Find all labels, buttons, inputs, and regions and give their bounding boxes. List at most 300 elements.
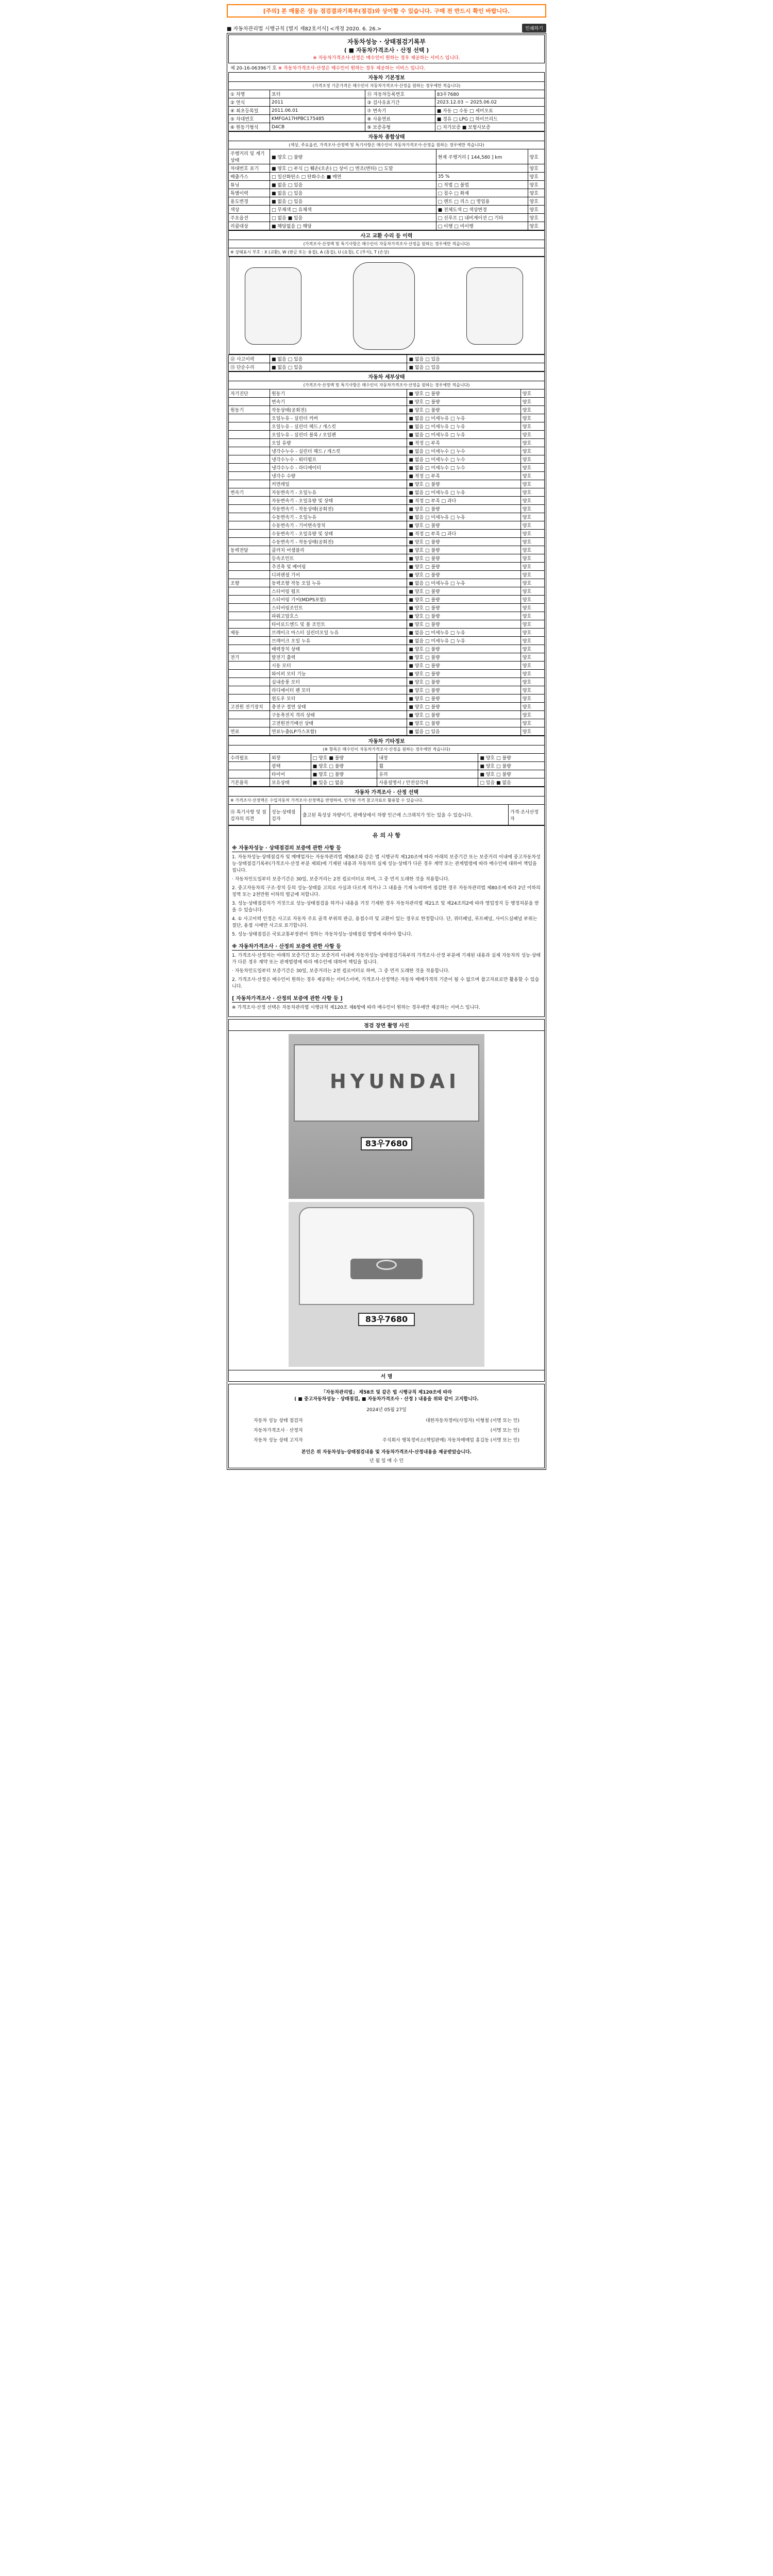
field-label: ② 연식 <box>229 98 270 107</box>
table-row <box>229 612 545 620</box>
category-label: 제동 <box>229 629 270 637</box>
notice-p3: ※ 가격조사·산정 선택은 자동차관리법 시행규칙 제120조 제6항에 따라 매수인이 원하는 경우에만 제공하는 서비스 입니다. <box>232 1005 480 1010</box>
photo-head: 점검 장면 촬영 사진 <box>229 1020 544 1031</box>
item-result: 양호 <box>520 472 544 480</box>
item-label: 파워고압호스 <box>270 612 407 620</box>
notice-paragraph: 2. 중고자동차의 구조·장치 등의 성능·상태를 고의로 사실과 다르게 적거나 그 내용을 기재 누락하여 점검한 경우 자동차관리법 제80조에 따라 2년 이하의 징역 또는 2천만원 이하의 벌금에 처합니다. <box>232 886 541 897</box>
truck-front-image <box>289 1202 484 1367</box>
accident-price: ■ 없음 □ 있음 <box>407 355 545 363</box>
item-result: 양호 <box>520 455 544 464</box>
item-status: ■ 양호 □ 불량 <box>407 703 520 711</box>
category-label <box>229 422 270 431</box>
item-label: 보유상태 <box>270 778 311 787</box>
category-label <box>229 447 270 455</box>
item-result: 양호 <box>528 149 544 164</box>
item-label: 냉각수누수 - 실린더 헤드 / 개스킷 <box>270 447 407 455</box>
category-label: 고전원 전기장치 <box>229 703 270 711</box>
category-label <box>229 571 270 579</box>
hyundai-logo-icon <box>376 1260 397 1270</box>
sign-row-inspector: 자동차 성능 상태 점검자 대한자동차정비(사업자) 이형철 (서명 또는 인) <box>254 1418 519 1423</box>
table-row <box>229 164 545 173</box>
rear-photo <box>289 1034 484 1199</box>
item-result: 양호 <box>520 670 544 678</box>
category-label <box>229 431 270 439</box>
item-label: 냉각수 수량 <box>270 472 407 480</box>
category-label: 기본품목 <box>229 778 270 787</box>
other-info-table <box>228 736 545 787</box>
overall-status-table <box>228 131 545 230</box>
table-row <box>229 686 545 694</box>
item-status: ■ 양호 □ 불량 <box>407 587 520 596</box>
table-row <box>229 206 545 214</box>
category-label: 연료 <box>229 727 270 736</box>
field-value: 포터 <box>270 90 365 98</box>
item-status: ■ 없음 □ 있음 <box>270 189 436 197</box>
item-status: ■ 양호 □ 불량 <box>407 694 520 703</box>
item-status: ■ 없음 □ 미세누수 □ 누수 <box>407 447 520 455</box>
table-row <box>229 719 545 727</box>
table-row <box>229 513 545 521</box>
item-label: 자동변속기 - 오일유량 및 상태 <box>270 497 407 505</box>
table-row <box>229 703 545 711</box>
item-result: 양호 <box>520 587 544 596</box>
item-status: ■ 양호 □ 불량 <box>407 653 520 662</box>
table-row <box>229 587 545 596</box>
category-label <box>229 662 270 670</box>
price-survey-table <box>228 787 545 825</box>
accident-history-sub: (가격조사·산정액 및 특기사항은 매수인이 자동차가격조사·산정을 원하는 경우에만 적습니다) <box>229 240 545 248</box>
item-result: 양호 <box>520 711 544 719</box>
item-status: ■ 없음 □ 있음 <box>270 181 436 189</box>
table-row <box>229 414 545 422</box>
item-label: 구동축전지 격리 상태 <box>270 711 407 719</box>
table-row <box>229 439 545 447</box>
item-status: ■ 양호 □ 불량 <box>407 612 520 620</box>
item-status: ■ 양호 □ 불량 <box>407 554 520 563</box>
category-label <box>229 620 270 629</box>
item-status: ■ 양호 □ 부식 □ 훼손(오손) □ 상이 □ 변조(변타) □ 도말 <box>270 164 436 173</box>
item-result: 양호 <box>520 521 544 530</box>
item-result: 양호 <box>528 189 544 197</box>
field-value: 83우7680 <box>435 90 544 98</box>
item-result: 양호 <box>520 662 544 670</box>
item-label: 브레이크 오일 누유 <box>270 637 407 645</box>
item-status: ■ 양호 □ 불량 <box>407 571 520 579</box>
notice-sub2: ※ 자동차가격조사 · 산정의 보증에 관한 사항 등 <box>232 944 341 950</box>
item-label: 스티어링 기어(MDPS포함) <box>270 596 407 604</box>
item-status: ■ 없음 □ 있음 <box>270 197 436 206</box>
category-label <box>229 587 270 596</box>
item-label: 특별이력 <box>229 189 270 197</box>
item-label: 디퍼렌셜 기어 <box>270 571 407 579</box>
category-label: 조향 <box>229 579 270 587</box>
item-status: ■ 양호 □ 불량 <box>407 398 520 406</box>
item-status: ■ 적정 □ 부족 □ 과다 <box>407 497 520 505</box>
item-status: ■ 양호 □ 불량 <box>407 678 520 686</box>
car-top-icon <box>353 262 415 350</box>
item-status: ■ 없음 □ 미세누유 □ 누유 <box>407 579 520 587</box>
sign-line1: 「자동차관리법」 제58조 및 같은 법 시행규칙 제120조에 따라 <box>321 1390 452 1395</box>
overall-status-head: 자동차 종합상태 <box>229 132 545 141</box>
table-row <box>229 431 545 439</box>
table-row <box>229 181 545 189</box>
item-status: ■ 양호 □ 불량 <box>407 645 520 653</box>
item-label: 타이어 <box>270 770 311 778</box>
basic-info-head: 자동차 기본정보 <box>229 73 545 82</box>
category-label <box>229 694 270 703</box>
item-result: 양호 <box>520 629 544 637</box>
item-detail: 35 % <box>436 173 528 181</box>
warning-banner: [주의] 본 매물은 성능 점검결과기록부(점검)와 상이할 수 있습니다. 구매 전 반드시 확인 바랍니다. <box>227 4 546 18</box>
notice-paragraph: · 자동차인도일부터 보증기간은 30일, 보증거리는 2천 킬로미터로 하며, 그 중 먼저 도래한 것을 적용합니다. <box>232 969 450 974</box>
item-label: 등속조인트 <box>270 554 407 563</box>
category-label <box>229 612 270 620</box>
item-label: 수동변속기 - 작동상태(공회전) <box>270 538 407 546</box>
price-survey-note: ※ 가격조사·산정액은 수입자동차 가격조사·산정액을 반영하여, 인가된 가격 참고자료로 활용할 수 있습니다. <box>229 796 545 805</box>
item-label: 수동변속기 - 오일누유 <box>270 513 407 521</box>
item-label: 자동변속기 - 작동상태(공회전) <box>270 505 407 513</box>
item-result: 양호 <box>520 604 544 612</box>
item-result: 양호 <box>520 546 544 554</box>
item-status: ■ 적정 □ 부족 □ 과다 <box>407 530 520 538</box>
table-row <box>229 662 545 670</box>
notice-paragraph: 5. 성능·상태점검은 국토교통부장관이 정하는 자동차성능·상태점검 방법에 따라야 합니다. <box>232 932 413 937</box>
record-title-sub: ( ■ 자동차가격조사 · 산정 선택 ) <box>344 47 429 54</box>
category-label: 수리필요 <box>229 754 270 762</box>
item-status: ■ 양호 □ 불량 <box>311 770 377 778</box>
item-result: 양호 <box>520 612 544 620</box>
table-row <box>229 579 545 587</box>
record-number-note: ※ 자동차가격조사·산정은 매수인이 원하는 경우 제공하는 서비스 입니다. <box>278 66 426 71</box>
item-result: 양호 <box>520 686 544 694</box>
accident-history-table <box>228 230 545 371</box>
item-status: □ 없음 ■ 있음 <box>270 214 436 222</box>
notice-paragraph: · 자동차인도일부터 보증기간은 30일, 보증거리는 2천 킬로미터로 하며, 그 중 먼저 도래한 것을 적용합니다. <box>232 877 450 882</box>
item-label: 오일누유 - 실린더 커버 <box>270 414 407 422</box>
item-status: ■ 양호 □ 불량 <box>270 149 436 164</box>
item-label: 시동 모터 <box>270 662 407 670</box>
table-row <box>229 389 545 398</box>
field-value: 2011 <box>270 98 365 107</box>
category-label <box>229 398 270 406</box>
item-label: 오일 유량 <box>270 439 407 447</box>
accident-history-head: 사고 교환 수리 등 이력 <box>229 231 545 240</box>
item-label: 용도변경 <box>229 197 270 206</box>
overall-status-sub: (색상, 주요옵션, 가격조사·산정액 및 특기사항은 매수인이 자동차가격조사·산정을 원하는 경우에만 적습니다) <box>229 141 545 149</box>
item-result: 양호 <box>520 513 544 521</box>
category-label <box>229 670 270 678</box>
category-label <box>229 439 270 447</box>
table-row <box>229 505 545 513</box>
table-row <box>229 629 545 637</box>
item-label: 실내송풍 모터 <box>270 678 407 686</box>
category-label: 원동기 <box>229 406 270 414</box>
notice-section <box>228 825 545 1017</box>
record-title-note: ※ 자동차가격조사·산정은 매수인이 원하는 경우 제공하는 서비스 입니다. <box>313 56 460 61</box>
car-side-left-icon <box>245 267 301 345</box>
table-row <box>229 770 545 778</box>
field-label: ④ 최초등록일 <box>229 107 270 115</box>
table-row <box>229 637 545 645</box>
inspector-opinion: 출고된 특성상 차량이기, 판매상에서 차량 인근에 스크래치가 잇는 있을 수 있습니다. <box>301 805 509 825</box>
table-row <box>229 497 545 505</box>
item-status: ■ 해당없음 □ 해당 <box>270 222 436 230</box>
sign-line2: ( ■ 중고자동차성능 · 상태점검, ■ 자동차가격조사 · 산정 ) 내용을 위와 같이 고지합니다. <box>294 1397 479 1402</box>
item-status: ■ 없음 □ 있음 <box>407 727 520 736</box>
category-label <box>229 770 270 778</box>
item-label: 스티어링조인트 <box>270 604 407 612</box>
table-row <box>229 149 545 164</box>
category-label <box>229 554 270 563</box>
basic-info-sub: (가격조정 기준가격은 매수인이 자동차가격조사·산정을 원하는 경우에만 적습니다) <box>229 82 545 90</box>
item-status: ■ 없음 □ 미세누유 □ 누유 <box>407 513 520 521</box>
category-label: 전기 <box>229 653 270 662</box>
item-label: 오일누유 - 실린더 헤드 / 개스킷 <box>270 422 407 431</box>
item-label: 고전원전기배선 상태 <box>270 719 407 727</box>
item-label: 충전구 절연 상태 <box>270 703 407 711</box>
print-button[interactable]: 인쇄하기 <box>522 24 546 32</box>
item-label: 추진축 및 베어링 <box>270 563 407 571</box>
field-label: ⑨ 보증유형 <box>365 123 435 131</box>
table-row <box>229 778 545 787</box>
item-detail: □ 선루프 □ 내비게이션 □ 기타 <box>436 214 528 222</box>
item-status: □ 무채색 □ 유채색 <box>270 206 436 214</box>
item-status: ■ 없음 □ 미세누유 □ 누유 <box>407 431 520 439</box>
item-result: 양호 <box>520 431 544 439</box>
table-row <box>229 653 545 662</box>
table-row <box>229 107 545 115</box>
item-status: ■ 양호 □ 불량 <box>407 521 520 530</box>
item-detail: ■ 전체도색 □ 색상변경 <box>436 206 528 214</box>
item-detail: □ 이행 □ 미이행 <box>436 222 528 230</box>
form-title: ■ 자동차관리법 시행규칙 [별지 제82호서식] <개정 2020. 6. 26.> <box>227 26 382 32</box>
record-number: 제 20-16-06396기 호 <box>230 66 277 71</box>
table-row <box>229 645 545 653</box>
category-label <box>229 480 270 488</box>
item-status: ■ 양호 □ 불량 <box>407 389 520 398</box>
item-label: 브레이크 마스터 실린더오일 누유 <box>270 629 407 637</box>
item-label: 오일누유 - 실린더 블록 / 오일팬 <box>270 431 407 439</box>
item-result: 양호 <box>520 645 544 653</box>
other-info-head: 자동차 기타정보 <box>229 736 545 745</box>
item-label: 윈도우 모터 <box>270 694 407 703</box>
item-result: 양호 <box>520 596 544 604</box>
item-status: ■ 양호 □ 불량 <box>407 719 520 727</box>
notice-paragraph: 4. ① 사고이력 인정은 사고로 자동차 주요 골격 부위의 판금, 용접수리 및 교환이 있는 경우로 한정합니다. 단, 쿼터패널, 루프패널, 사이드실패널 부위는 절단, 용접 시에만 사고로 표기합니다. <box>232 917 537 928</box>
item-label: 내장 <box>377 754 478 762</box>
item-result: 양호 <box>528 206 544 214</box>
item-result: 양호 <box>520 530 544 538</box>
item-status: ■ 적정 □ 부족 <box>407 439 520 447</box>
item-result: 양호 <box>520 480 544 488</box>
item-label: 와이퍼 모터 기능 <box>270 670 407 678</box>
table-row <box>229 670 545 678</box>
item-status: ■ 없음 □ 미세누유 □ 누유 <box>407 422 520 431</box>
record-number-line <box>228 63 545 72</box>
front-photo <box>289 1202 484 1367</box>
accident-label: ⑫ 사고이력 <box>229 355 270 363</box>
item-result: 양호 <box>528 222 544 230</box>
item-result: 양호 <box>520 694 544 703</box>
item-status: ■ 양호 □ 불량 <box>407 711 520 719</box>
field-label: ⑥ 원동기형식 <box>229 123 270 131</box>
item-label: 타이로드엔드 및 볼 조인트 <box>270 620 407 629</box>
other-info-sub: (※ 항목은 매수인이 자동차가격조사·산정을 원하는 경우에만 적습니다) <box>229 745 545 754</box>
table-row <box>229 620 545 629</box>
category-label <box>229 521 270 530</box>
simple-repair-label: ⑬ 단순수리 <box>229 363 270 371</box>
table-row <box>229 90 545 98</box>
item-status: ■ 양호 □ 불량 <box>407 596 520 604</box>
item-label: 자동변속기 - 오일누유 <box>270 488 407 497</box>
truck-brand-text: HYUNDAI <box>330 1070 461 1093</box>
item-label: 휠 <box>377 762 478 770</box>
item-result: 양호 <box>520 571 544 579</box>
table-row <box>229 472 545 480</box>
field-label: ① 차명 <box>229 90 270 98</box>
item-result: 양호 <box>520 727 544 736</box>
item-label: 배출가스 <box>229 173 270 181</box>
item-result: 양호 <box>520 554 544 563</box>
item-result: 양호 <box>520 579 544 587</box>
simple-repair-value: ■ 없음 □ 있음 <box>270 363 407 371</box>
item-label: 원동기 <box>270 389 407 398</box>
item-status: ■ 없음 □ 미세누유 □ 누유 <box>407 488 520 497</box>
category-label <box>229 472 270 480</box>
item-label: 냉각수누수 - 워터펌프 <box>270 455 407 464</box>
item-status: ■ 양호 □ 불량 <box>407 538 520 546</box>
field-value: ■ 자동 □ 수동 □ 세미오토 <box>435 107 544 115</box>
item-status: ■ 양호 □ 불량 <box>407 406 520 414</box>
item-result: 양호 <box>528 214 544 222</box>
table-row <box>229 571 545 579</box>
vehicle-diagram <box>229 257 545 354</box>
item-status: ■ 적정 □ 부족 <box>407 472 520 480</box>
photo-section <box>228 1019 545 1382</box>
category-label <box>229 455 270 464</box>
item-status: ■ 없음 □ 미세누수 □ 누수 <box>407 455 520 464</box>
table-row <box>229 488 545 497</box>
item-label: 광택 <box>270 762 311 770</box>
item-label: 주행거리 및 계기상태 <box>229 149 270 164</box>
item-label: 수동변속기 - 기어변속장치 <box>270 521 407 530</box>
category-label <box>229 645 270 653</box>
inspector-label: 성능·상태점검자 <box>270 805 301 825</box>
item-status: ■ 양호 □ 불량 <box>407 604 520 612</box>
item-label: 클러치 어셈블리 <box>270 546 407 554</box>
price-inspector-label: 가격·조사산정자 <box>509 805 545 825</box>
notice-sub3: [ 자동차가격조사 · 산정의 보증에 관한 사항 등 ] <box>232 996 343 1002</box>
item-result: 양호 <box>520 398 544 406</box>
item-result: 양호 <box>520 703 544 711</box>
table-row <box>229 98 545 107</box>
item-label: 배력장치 상태 <box>270 645 407 653</box>
table-row <box>229 754 545 762</box>
record-title <box>228 35 545 63</box>
remarks-label: ⑮ 특기사항 및 점검자의 의견 <box>229 805 270 825</box>
item-label: 작동상태(공회전) <box>270 406 407 414</box>
item-status: ■ 양호 □ 불량 <box>407 505 520 513</box>
item-result: 양호 <box>520 637 544 645</box>
item-result: 양호 <box>520 538 544 546</box>
car-side-right-icon <box>466 267 523 345</box>
signature-head: 서 명 <box>229 1370 544 1381</box>
table-row <box>229 447 545 455</box>
item-detail: □ 렌트 □ 리스 □ 영업용 <box>436 197 528 206</box>
notice-paragraph: 2. 가격조사·산정은 매수인이 원하는 경우 제공하는 서비스이며, 가격조사·산정액은 자동차 매매가격의 기준이 될 수 없으며 참고자료로만 활용할 수 있습니다. <box>232 977 540 989</box>
item-result: 양호 <box>520 620 544 629</box>
item-result: 양호 <box>528 164 544 173</box>
field-label: ③ 검사유효기간 <box>365 98 435 107</box>
field-value: 2011.06.01 <box>270 107 365 115</box>
table-row <box>229 678 545 686</box>
table-row <box>229 554 545 563</box>
detail-status-sub: (가격조사·산정액 및 특기사항은 매수인이 자동차가격조사·산정을 원하는 경우에만 적습니다) <box>229 381 545 389</box>
item-result: 양호 <box>520 719 544 727</box>
category-label <box>229 719 270 727</box>
accident-history-note: ※ 상태표시 부호 : X (교환), W (판금 또는 용접), A (흠집), U (요철), C (부식), T (손상) <box>229 248 545 257</box>
table-row <box>229 115 545 123</box>
item-status: □ 일산화탄소 □ 탄화수소 ■ 매연 <box>270 173 436 181</box>
item-label: 라디에이터 팬 모터 <box>270 686 407 694</box>
item-result: 양호 <box>520 389 544 398</box>
field-label: ⑪ 자동차등록번호 <box>365 90 435 98</box>
item-label: 발전기 출력 <box>270 653 407 662</box>
category-label <box>229 464 270 472</box>
category-label <box>229 538 270 546</box>
table-row <box>229 480 545 488</box>
notice-sub1: ※ 자동차성능 · 상태점검의 보증에 관한 사항 등 <box>232 845 341 851</box>
item-result: 양호 <box>520 653 544 662</box>
item-result: 양호 <box>528 197 544 206</box>
item-detail <box>436 164 528 173</box>
table-row <box>229 173 545 181</box>
record-title-main: 자동차성능 · 상태점검기록부 <box>347 38 426 45</box>
item-status: ■ 양호 □ 불량 <box>407 686 520 694</box>
accident-value: ■ 없음 □ 있음 <box>270 355 407 363</box>
field-value: 2023.12.03 ~ 2025.06.02 <box>435 98 544 107</box>
table-row <box>229 538 545 546</box>
item-status: □ 있음 ■ 없음 <box>478 778 545 787</box>
signature-section <box>228 1384 545 1468</box>
item-status: ■ 없음 □ 미세누수 □ 누수 <box>407 464 520 472</box>
detail-status-table <box>228 371 545 736</box>
item-status: ■ 양호 □ 불량 <box>407 563 520 571</box>
rear-plate: 83우7680 <box>361 1137 412 1150</box>
top-bar <box>227 23 546 33</box>
table-row <box>229 406 545 414</box>
notice-title: 유 의 사 항 <box>373 832 400 839</box>
item-detail: 현재 주행거리 [ 144,580 ] km <box>436 149 528 164</box>
table-row <box>229 123 545 131</box>
item-label: 차대번호 표기 <box>229 164 270 173</box>
detail-status-head: 자동차 세부상태 <box>229 372 545 381</box>
field-value: □ 자가보증 ■ 보험사보증 <box>435 123 544 131</box>
category-label <box>229 505 270 513</box>
item-status: ■ 양호 □ 불량 <box>311 762 377 770</box>
category-label <box>229 414 270 422</box>
item-result: 양호 <box>520 563 544 571</box>
table-row <box>229 422 545 431</box>
item-label: 주요옵션 <box>229 214 270 222</box>
table-row <box>229 455 545 464</box>
table-row <box>229 214 545 222</box>
category-label <box>229 678 270 686</box>
category-label <box>229 530 270 538</box>
table-row <box>229 464 545 472</box>
item-result: 양호 <box>520 488 544 497</box>
item-label: 변속기 <box>270 398 407 406</box>
